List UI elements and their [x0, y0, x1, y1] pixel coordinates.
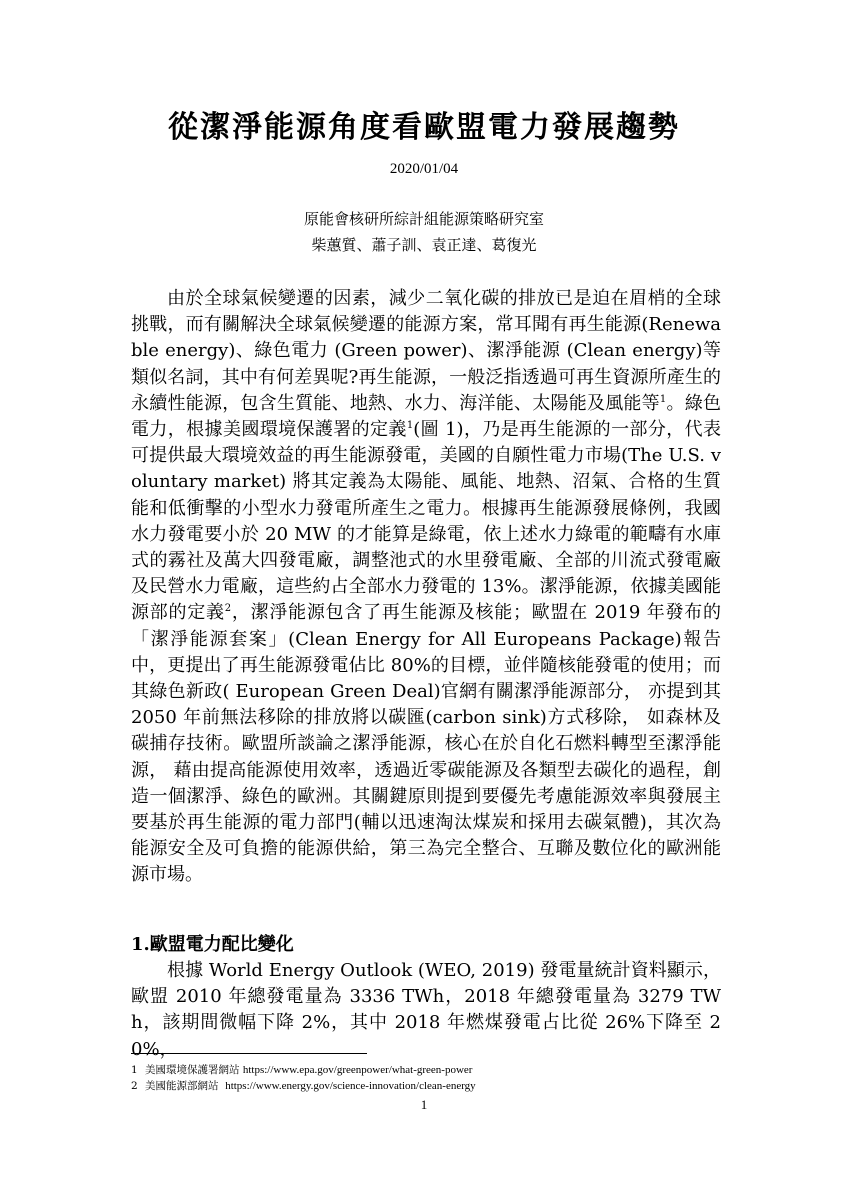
intro-text-3: (圖 1)，乃是再生能源的一部分，代表可提供最大環境效益的再生能源發電，美國的自願性電力市場(The U.S. voluntary market) 將其定義為太陽能、風能、地熱、沼氣、合格的生質能和低衝擊的小型水力發電所產生之電力。根據再生能源發展條例，我國水力發電要小於 20 MW 的才能算是綠電，依上述水力綠電的範疇有水庫式的霧社及萬大四發電廠，調整池式的水里發電廠、全部的川流式發電廠及民營水力電廠，這些約占全部水力發電的 13%。潔淨能源，依據美國能源部的定義: [131, 419, 722, 624]
footnote-ref-1b: 1: [406, 420, 414, 432]
intro-text-2: 。綠色電力，根據美國環境保護署的定義: [131, 392, 722, 441]
footnote-ref-2: 2: [224, 603, 232, 615]
author-organization: 原能會核研所綜計組能源策略研究室: [303, 210, 544, 228]
footnote-divider: [131, 1053, 367, 1054]
footnote-ref-1: 1: [659, 393, 667, 405]
intro-paragraph: [131, 286, 721, 889]
section-paragraph: 根據 World Energy Outlook (WEO, 2019) 發電量統計資料顯示，歐盟 2010 年總發電量為 3336 TWh，2018 年總發電量為 3279 TWh，該期間微幅下降 2%，其中 2018 年燃煤發電占比從 26%下降至 20%，: [131, 960, 721, 1060]
intro-text-4: ，潔淨能源包含了再生能源及核能；歐盟在 2019 年發布的「潔淨能源套案」(Clean Energy for All Europeans Package)報告中，更提出了再生能源發電佔比 80%的目標，並伴隨核能發電的使用；而其綠色新政( European Green Deal)官網有關潔淨能源部分， 亦提到其 2050 年前無法移除的排放將以碳匯(carbon sink)方式移除， 如森林及碳捕存技術。歐盟所談論之潔淨能源，核心在於自化石燃料轉型至潔淨能源， 藉由提高能源使用效率，透過近零碳能源及各類型去碳化的過程，創造一個潔淨、綠色的歐洲。其關鍵原則提到要優先考慮能源效率與發展主要基於再生能源的電力部門(輔以迅速淘汰煤炭和採用去碳氣體)，其次為能源安全及可負擔的能源供給，第三為完全整合、互聯及數位化的歐洲能源市場。: [131, 602, 722, 886]
footnote-link[interactable]: https://www.epa.gov/greenpower/what-green-power: [242, 1064, 473, 1076]
footnote-number: 2: [131, 1080, 138, 1092]
footnote-label: 美國能源部網站: [145, 1080, 219, 1092]
document-title: 從潔淨能源角度看歐盟電力發展趨勢: [168, 110, 680, 145]
footnote-number: 1: [131, 1064, 138, 1076]
author-names: 柴蕙質、蕭子訓、袁正達、葛復光: [311, 236, 537, 254]
document-date: 2020/01/04: [389, 161, 459, 177]
footnote-1: [131, 1063, 472, 1077]
intro-text-1: 由於全球氣候變遷的因素，減少二氧化碳的排放已是迫在眉梢的全球挑戰，而有關解決全球氣候變遷的能源方案，常耳聞有再生能源(Renewable energy)、綠色電力 (Green power)、潔淨能源 (Clean energy)等類似名詞，其中有何差異呢?再生能源，一般泛指透過可再生資源所產生的永續性能源，包含生質能、地熱、水力、海洋能、太陽能及風能等: [131, 288, 721, 414]
page-number: 1: [420, 1097, 428, 1112]
section-heading: 1.歐盟電力配比變化: [131, 934, 294, 955]
footnote-2: [131, 1079, 476, 1093]
footnote-link[interactable]: https://www.energy.gov/science-innovation/clean-energy: [225, 1080, 476, 1092]
footnote-label: 美國環境保護署網站: [145, 1064, 240, 1076]
